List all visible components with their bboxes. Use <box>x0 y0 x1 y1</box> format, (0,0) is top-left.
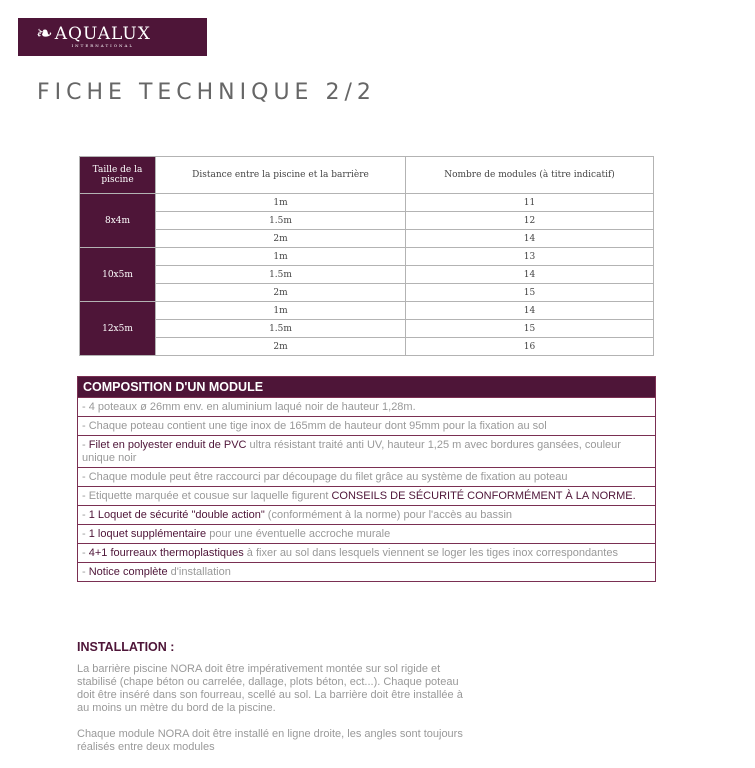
table-row <box>80 194 654 212</box>
distance-cell: 2m <box>156 284 406 302</box>
modules-cell: 16 <box>406 338 654 356</box>
composition-heading: COMPOSITION D'UN MODULE <box>78 377 655 397</box>
composition-box <box>77 376 656 582</box>
header-distance: Distance entre la piscine et la barrière <box>156 157 406 194</box>
size-cell: 12x5m <box>80 302 156 356</box>
logo-wordmark: AQUALUX <box>54 24 151 44</box>
distance-cell: 1m <box>156 248 406 266</box>
distance-cell: 1.5m <box>156 266 406 284</box>
distance-cell: 1.5m <box>156 320 406 338</box>
installation-heading: INSTALLATION : <box>77 640 175 654</box>
table-row <box>80 320 654 338</box>
modules-cell: 14 <box>406 230 654 248</box>
installation-paragraph: Chaque module NORA doit être installé en ligne droite, les angles sont toujours réalisés entre deux modules <box>77 728 463 753</box>
table-row <box>80 284 654 302</box>
modules-cell: 15 <box>406 320 654 338</box>
composition-item: - 1 loquet supplémentaire pour une éventuelle accroche murale <box>78 524 655 543</box>
modules-cell: 11 <box>406 194 654 212</box>
distance-cell: 1m <box>156 302 406 320</box>
distance-cell: 1.5m <box>156 212 406 230</box>
modules-cell: 15 <box>406 284 654 302</box>
modules-cell: 14 <box>406 266 654 284</box>
composition-item: - Chaque module peut être raccourci par découpage du filet grâce au système de fixation au poteau <box>78 467 655 486</box>
size-cell: 8x4m <box>80 194 156 248</box>
composition-item: - 4+1 fourreaux thermoplastiques à fixer au sol dans lesquels viennent se loger les tiges inox correspondantes <box>78 543 655 562</box>
table-row <box>80 212 654 230</box>
distance-cell: 2m <box>156 338 406 356</box>
composition-item: - 4 poteaux ø 26mm env. en aluminium laqué noir de hauteur 1,28m. <box>78 397 655 416</box>
distance-cell: 2m <box>156 230 406 248</box>
table-row <box>80 230 654 248</box>
modules-cell: 12 <box>406 212 654 230</box>
header-size: Taille de la piscine <box>80 157 156 194</box>
header-modules: Nombre de modules (à titre indicatif) <box>406 157 654 194</box>
table-header-row <box>80 157 654 194</box>
table-row <box>80 302 654 320</box>
logo <box>18 18 207 56</box>
flamingo-icon: ❧ <box>36 22 53 45</box>
specs-table <box>79 156 654 356</box>
composition-item: - Chaque poteau contient une tige inox de 165mm de hauteur dont 95mm pour la fixation au sol <box>78 416 655 435</box>
distance-cell: 1m <box>156 194 406 212</box>
logo-subtitle: INTERNATIONAL <box>71 43 135 48</box>
modules-cell: 13 <box>406 248 654 266</box>
table-row <box>80 248 654 266</box>
installation-paragraph: La barrière piscine NORA doit être impérativement montée sur sol rigide et stabilisé (chape béton ou carrelée, dallage, plots béton, ect...). Chaque poteau doit être inséré dans son fourreau, scellé au sol. La barrière doit être installée à au moins un mètre du bord de la piscine. <box>77 663 463 714</box>
logo-text <box>55 26 151 48</box>
table-row <box>80 266 654 284</box>
size-cell: 10x5m <box>80 248 156 302</box>
table-row <box>80 338 654 356</box>
modules-cell: 14 <box>406 302 654 320</box>
page-title: FICHE TECHNIQUE 2/2 <box>37 80 376 105</box>
composition-item: - 1 Loquet de sécurité "double action" (conformément à la norme) pour l'accès au bassin <box>78 505 655 524</box>
composition-item: - Notice complète d'installation <box>78 562 655 581</box>
composition-item: - Etiquette marquée et cousue sur laquelle figurent CONSEILS DE SÉCURITÉ CONFORMÉMENT À LA NORME. <box>78 486 655 505</box>
composition-item: - Filet en polyester enduit de PVC ultra résistant traité anti UV, hauteur 1,25 m avec bordures gansées, couleur unique noir <box>78 435 655 467</box>
